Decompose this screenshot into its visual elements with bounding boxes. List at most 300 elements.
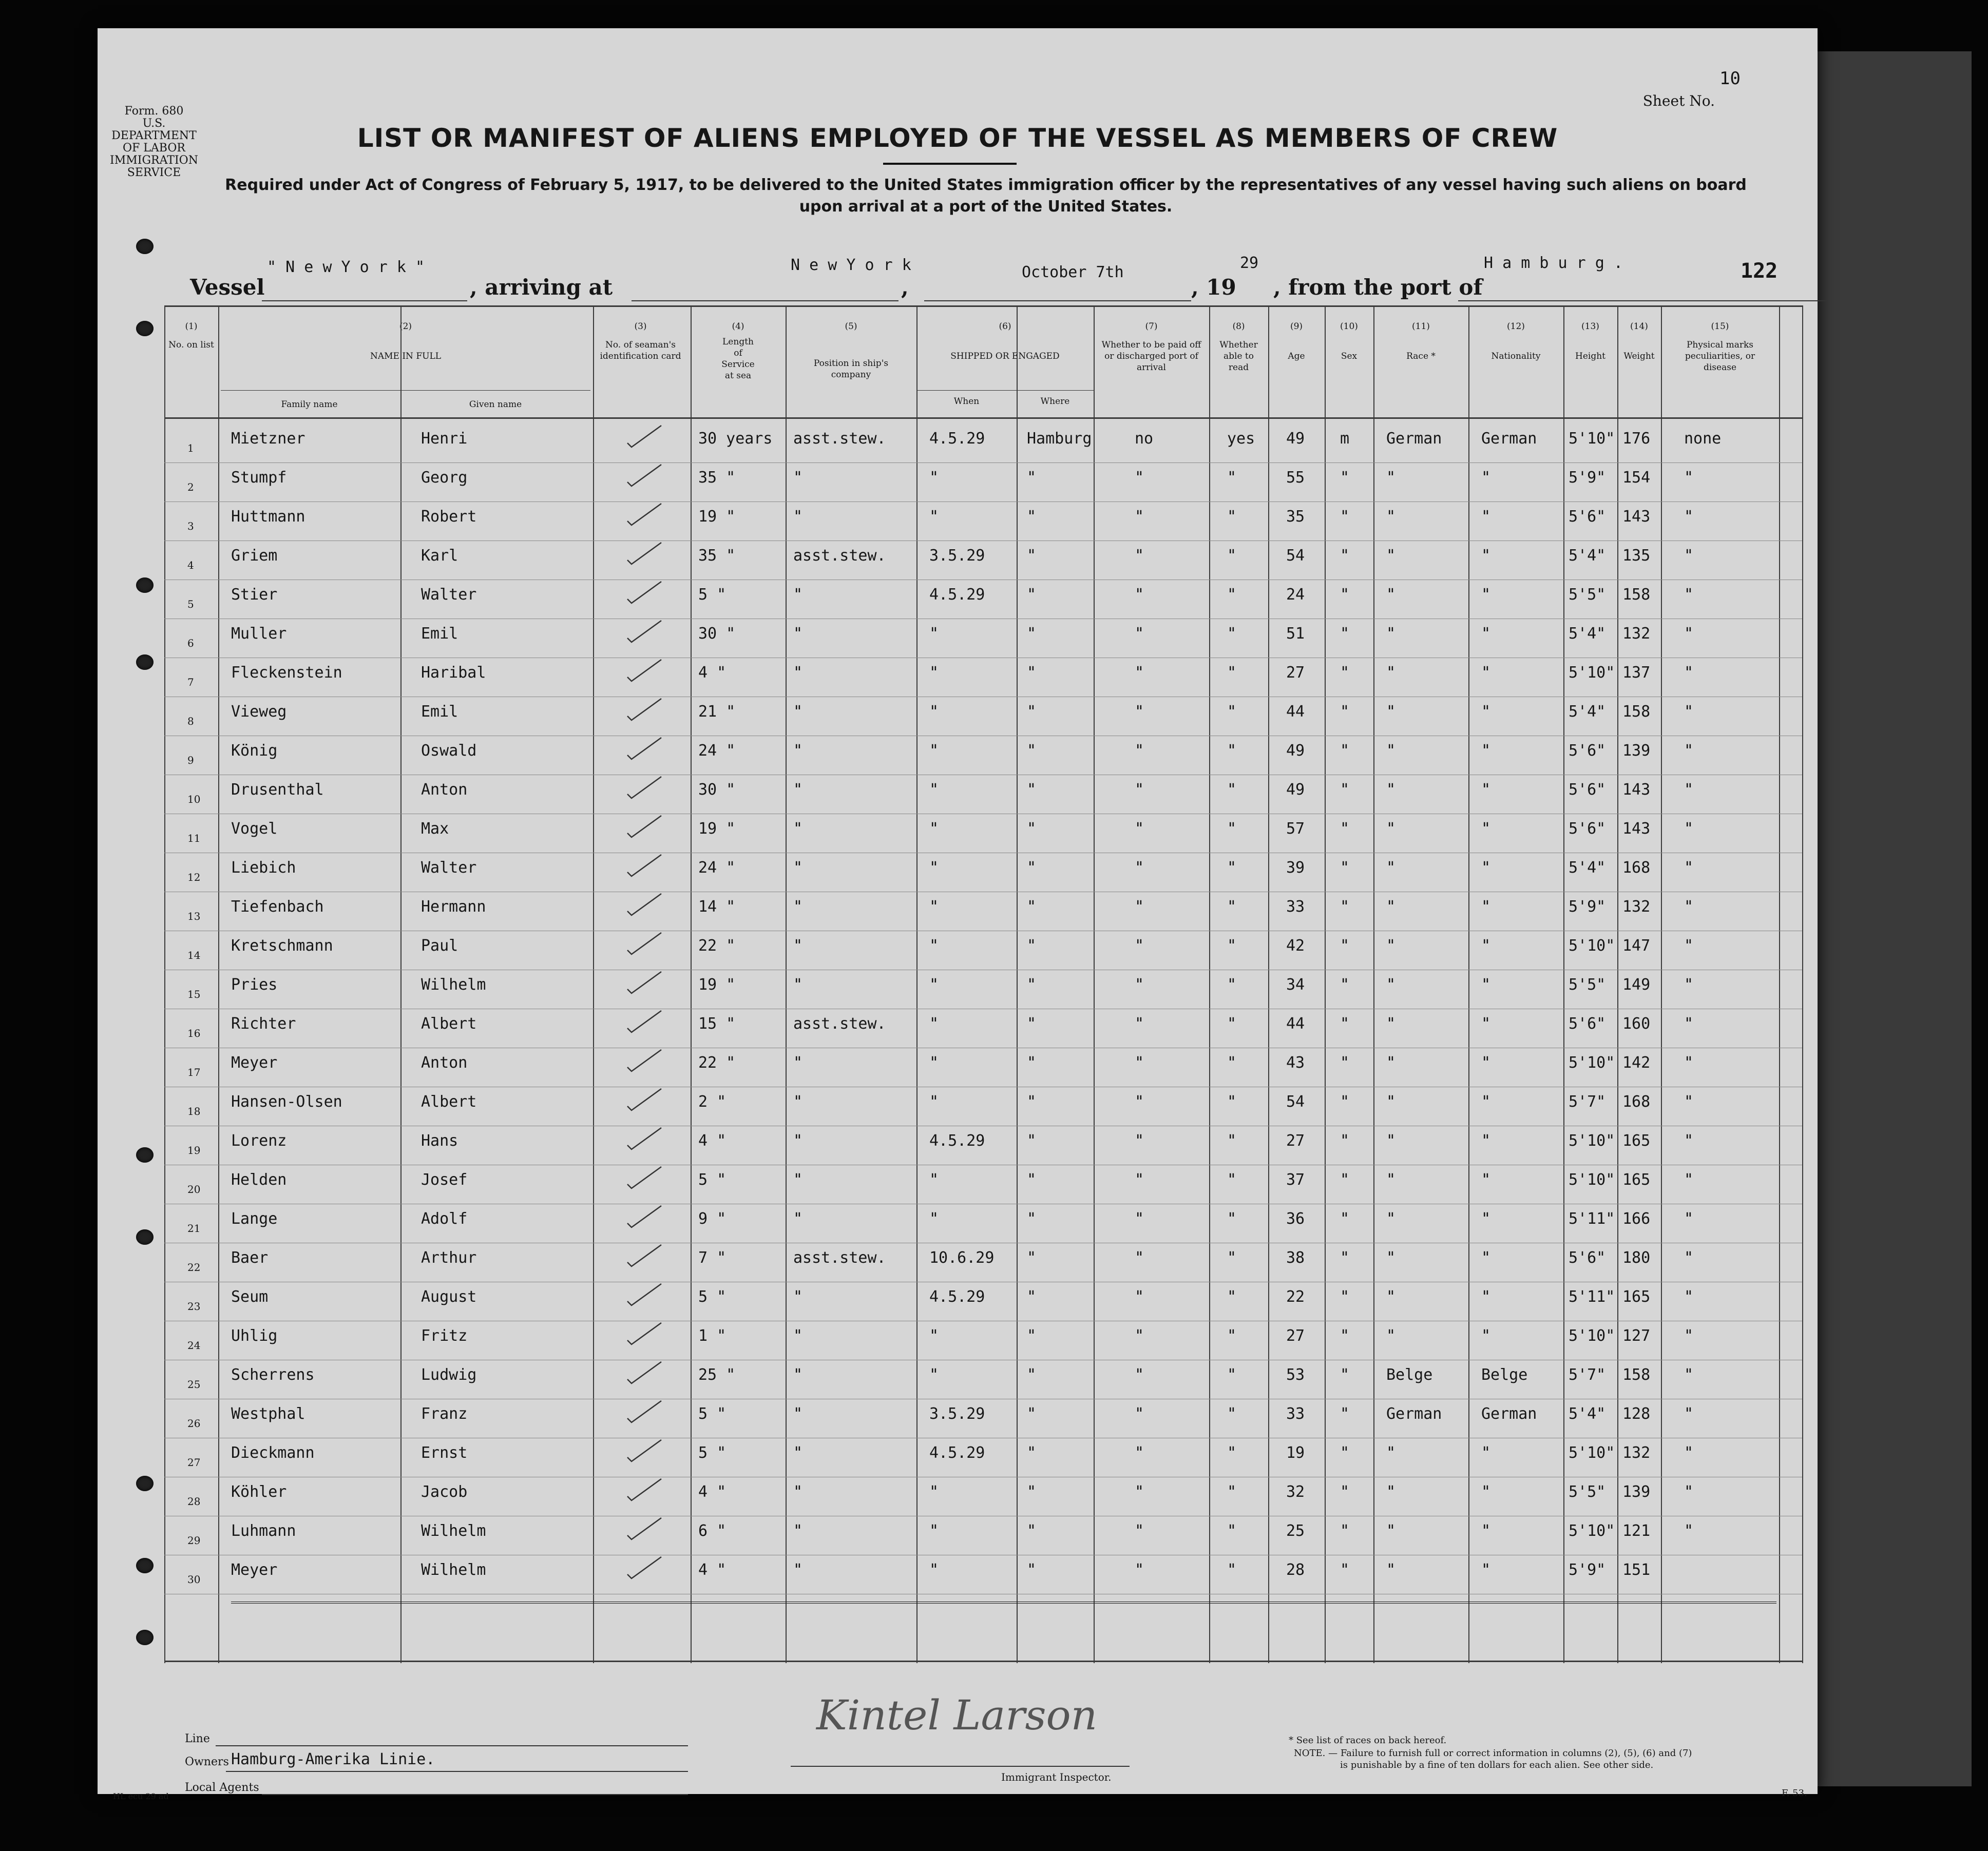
height-cell: 5'10" <box>1569 1522 1615 1540</box>
physical-marks-cell: " <box>1684 976 1694 994</box>
height-cell: 5'11" <box>1569 1288 1615 1306</box>
given-name-cell: Paul <box>421 937 458 955</box>
physical-marks-cell: " <box>1684 1366 1694 1384</box>
nationality-cell: " <box>1481 742 1491 760</box>
age-cell: 54 <box>1286 547 1305 565</box>
binder-hole <box>136 1558 154 1573</box>
able-to-read-cell: " <box>1227 1444 1237 1462</box>
nationality-cell: " <box>1481 1327 1491 1345</box>
age-cell: 42 <box>1286 937 1305 955</box>
owners-underline <box>226 1771 688 1772</box>
service-cell: 7 " <box>698 1249 727 1267</box>
physical-marks-cell: " <box>1684 703 1694 721</box>
shipped-where-cell: " <box>1027 547 1037 565</box>
check-mark-icon <box>626 736 662 761</box>
given-name-cell: Wilhelm <box>421 1561 486 1579</box>
shipped-when-cell: 4.5.29 <box>929 1444 985 1462</box>
column-rule <box>593 305 594 1663</box>
race-cell: " <box>1386 1171 1396 1189</box>
service-cell: 19 " <box>698 820 736 838</box>
shipped-where-cell: " <box>1027 1405 1037 1423</box>
service-cell: 19 " <box>698 508 736 526</box>
height-cell: 5'10" <box>1569 1054 1615 1072</box>
sex-cell: " <box>1340 820 1350 838</box>
family-name-cell: Seum <box>231 1288 269 1306</box>
age-cell: 19 <box>1286 1444 1305 1462</box>
family-name-cell: Scherrens <box>231 1366 315 1384</box>
sheet-number: 10 <box>1719 68 1741 89</box>
weight-cell: 165 <box>1622 1132 1651 1150</box>
race-cell: " <box>1386 1561 1396 1579</box>
position-cell: " <box>793 1171 803 1189</box>
age-cell: 22 <box>1286 1288 1305 1306</box>
height-cell: 5'7" <box>1569 1366 1606 1384</box>
height-cell: 5'4" <box>1569 547 1606 565</box>
physical-marks-cell: " <box>1684 1210 1694 1228</box>
able-to-read-cell: " <box>1227 1288 1237 1306</box>
family-name-cell: Luhmann <box>231 1522 296 1540</box>
shipped-when-cell: 3.5.29 <box>929 1405 985 1423</box>
arriving-port: N e w Y o r k <box>791 256 911 274</box>
shipped-where-cell: " <box>1027 781 1037 799</box>
weight-cell: 158 <box>1622 703 1651 721</box>
height-cell: 5'10" <box>1569 1132 1615 1150</box>
family-name-cell: Kretschmann <box>231 937 333 955</box>
physical-marks-cell: " <box>1684 1444 1694 1462</box>
weight-cell: 165 <box>1622 1171 1651 1189</box>
position-cell: " <box>793 937 803 955</box>
age-cell: 57 <box>1286 820 1305 838</box>
family-name-cell: Hansen-Olsen <box>231 1093 342 1111</box>
check-mark-icon <box>626 892 662 917</box>
race-cell: " <box>1386 820 1396 838</box>
column-rule <box>400 305 402 1663</box>
shipped-when-cell: " <box>929 469 939 487</box>
service-cell: 19 " <box>698 976 736 994</box>
family-name-cell: Uhlig <box>231 1327 278 1345</box>
service-cell: 30 years <box>698 430 773 448</box>
column-rule <box>691 305 692 1663</box>
row-rule <box>164 462 1802 463</box>
service-cell: 25 " <box>698 1366 736 1384</box>
shipped-when-cell: " <box>929 937 939 955</box>
col-5-header: (5) Position in ship's company <box>813 321 889 380</box>
row-number: 25 <box>187 1378 201 1391</box>
age-cell: 38 <box>1286 1249 1305 1267</box>
subtitle <box>190 175 1782 218</box>
port-underline <box>1458 300 1828 301</box>
column-rule <box>1325 305 1326 1663</box>
race-cell: " <box>1386 703 1396 721</box>
race-cell: " <box>1386 625 1396 643</box>
family-name-cell: König <box>231 742 278 760</box>
weight-cell: 142 <box>1622 1054 1651 1072</box>
height-cell: 5'6" <box>1569 781 1606 799</box>
nationality-cell: German <box>1481 430 1537 448</box>
race-cell: " <box>1386 1444 1396 1462</box>
able-to-read-cell: " <box>1227 1054 1237 1072</box>
nationality-cell: " <box>1481 1054 1491 1072</box>
service-cell: 5 " <box>698 1405 727 1423</box>
shipped-where-cell: " <box>1027 1483 1037 1501</box>
races-note: * See list of races on back hereof. <box>1289 1735 1447 1746</box>
age-cell: 44 <box>1286 703 1305 721</box>
sex-cell: " <box>1340 586 1350 604</box>
age-cell: 27 <box>1286 1327 1305 1345</box>
weight-cell: 137 <box>1622 664 1651 682</box>
paid-off-cell: " <box>1135 1366 1144 1384</box>
weight-cell: 168 <box>1622 859 1651 877</box>
physical-marks-cell: " <box>1684 664 1694 682</box>
given-name-cell: Albert <box>421 1015 477 1033</box>
nationality-cell: " <box>1481 1288 1491 1306</box>
service-cell: 15 " <box>698 1015 736 1033</box>
given-name-cell: Emil <box>421 703 458 721</box>
check-mark-icon <box>626 1555 662 1580</box>
physical-marks-cell: none <box>1684 430 1722 448</box>
able-to-read-cell: " <box>1227 1132 1237 1150</box>
arriving-underline <box>632 300 899 301</box>
given-name-cell: Robert <box>421 508 477 526</box>
shipped-where-cell: Hamburg <box>1027 430 1092 448</box>
paid-off-cell: " <box>1135 1093 1144 1111</box>
column-rule <box>1617 305 1618 1663</box>
manifest-page <box>98 28 1818 1801</box>
col-4-header: (4) Length of Service at sea <box>721 321 755 381</box>
paid-off-cell: " <box>1135 1327 1144 1345</box>
row-number: 18 <box>187 1105 201 1117</box>
check-mark-icon <box>626 502 662 527</box>
service-cell: 2 " <box>698 1093 727 1111</box>
signature-underline <box>791 1766 1130 1767</box>
age-cell: 49 <box>1286 742 1305 760</box>
paid-off-cell: " <box>1135 742 1144 760</box>
weight-cell: 165 <box>1622 1288 1651 1306</box>
shipped-where-cell: " <box>1027 1015 1037 1033</box>
nationality-cell: Belge <box>1481 1366 1528 1384</box>
sex-cell: " <box>1340 508 1350 526</box>
service-cell: 5 " <box>698 586 727 604</box>
able-to-read-cell: " <box>1227 976 1237 994</box>
row-number: 19 <box>187 1144 201 1156</box>
check-mark-icon <box>626 970 662 995</box>
able-to-read-cell: " <box>1227 742 1237 760</box>
age-cell: 49 <box>1286 430 1305 448</box>
age-cell: 51 <box>1286 625 1305 643</box>
nationality-cell: " <box>1481 1522 1491 1540</box>
able-to-read-cell: " <box>1227 547 1237 565</box>
family-name-cell: Muller <box>231 625 287 643</box>
service-cell: 22 " <box>698 1054 736 1072</box>
check-mark-icon <box>626 931 662 956</box>
position-cell: " <box>793 1132 803 1150</box>
row-number: 14 <box>187 949 201 961</box>
given-name-cell: Karl <box>421 547 458 565</box>
height-cell: 5'10" <box>1569 430 1615 448</box>
paid-off-cell: " <box>1135 1561 1144 1579</box>
age-cell: 37 <box>1286 1171 1305 1189</box>
given-name-cell: Haribal <box>421 664 486 682</box>
sex-cell: " <box>1340 703 1350 721</box>
binder-hole <box>136 1630 154 1645</box>
paid-off-cell: no <box>1135 430 1154 448</box>
physical-marks-cell: " <box>1684 469 1694 487</box>
paid-off-cell: " <box>1135 703 1144 721</box>
inspector-label: Immigrant Inspector. <box>1001 1771 1112 1783</box>
adjacent-page-edge <box>1818 51 1972 1786</box>
weight-cell: 149 <box>1622 976 1651 994</box>
col-8-header: (8) Whether able to read <box>1219 321 1258 373</box>
sex-cell: " <box>1340 1132 1350 1150</box>
given-name-cell: Anton <box>421 1054 468 1072</box>
physical-marks-cell: " <box>1684 1093 1694 1111</box>
nationality-cell: " <box>1481 508 1491 526</box>
family-name-cell: Richter <box>231 1015 296 1033</box>
physical-marks-cell: " <box>1684 1327 1694 1345</box>
height-cell: 5'5" <box>1569 976 1606 994</box>
shipped-where-cell: " <box>1027 703 1037 721</box>
row-number: 23 <box>187 1300 201 1313</box>
row-number: 29 <box>187 1534 201 1547</box>
shipped-where-cell: " <box>1027 1444 1037 1462</box>
position-cell: " <box>793 508 803 526</box>
given-name-cell: Albert <box>421 1093 477 1111</box>
height-cell: 5'6" <box>1569 1249 1606 1267</box>
nationality-cell: " <box>1481 1483 1491 1501</box>
race-cell: " <box>1386 1054 1396 1072</box>
nationality-cell: " <box>1481 859 1491 877</box>
able-to-read-cell: " <box>1227 1093 1237 1111</box>
race-cell: " <box>1386 898 1396 916</box>
row-number: 7 <box>187 676 194 688</box>
physical-marks-cell: " <box>1684 1132 1694 1150</box>
service-cell: 30 " <box>698 781 736 799</box>
shipped-when-cell: " <box>929 1210 939 1228</box>
shipped-where-cell: " <box>1027 1327 1037 1345</box>
col-9-header: (9) Age <box>1288 321 1305 361</box>
given-name-cell: Max <box>421 820 449 838</box>
shipped-when-cell: " <box>929 1366 939 1384</box>
sex-cell: " <box>1340 1405 1350 1423</box>
shipped-where-cell: " <box>1027 742 1037 760</box>
row-number: 26 <box>187 1417 201 1430</box>
height-cell: 5'9" <box>1569 1561 1606 1579</box>
paid-off-cell: " <box>1135 898 1144 916</box>
race-cell: " <box>1386 1249 1396 1267</box>
able-to-read-cell: " <box>1227 859 1237 877</box>
race-cell: " <box>1386 1522 1396 1540</box>
shipped-when-cell: " <box>929 1483 939 1501</box>
check-mark-icon <box>626 814 662 839</box>
shipped-when-cell: " <box>929 703 939 721</box>
paid-off-cell: " <box>1135 859 1144 877</box>
shipped-where-cell: " <box>1027 1561 1037 1579</box>
service-cell: 35 " <box>698 469 736 487</box>
agents-underline <box>262 1794 688 1795</box>
weight-cell: 151 <box>1622 1561 1651 1579</box>
row-number: 4 <box>187 559 194 571</box>
weight-cell: 143 <box>1622 508 1651 526</box>
family-name-cell: Vogel <box>231 820 278 838</box>
height-cell: 5'11" <box>1569 1210 1615 1228</box>
check-mark-icon <box>626 1165 662 1190</box>
race-cell: " <box>1386 664 1396 682</box>
shipped-where-cell: " <box>1027 976 1037 994</box>
race-cell: " <box>1386 586 1396 604</box>
shipped-when-cell: 3.5.29 <box>929 547 985 565</box>
row-number: 13 <box>187 910 201 922</box>
able-to-read-cell: " <box>1227 781 1237 799</box>
position-cell: " <box>793 1210 803 1228</box>
shipped-where-cell: " <box>1027 625 1037 643</box>
age-cell: 53 <box>1286 1366 1305 1384</box>
family-name-cell: Pries <box>231 976 278 994</box>
column-rule <box>1661 305 1662 1663</box>
row-number: 5 <box>187 598 194 610</box>
nationality-cell: German <box>1481 1405 1537 1423</box>
row-number: 11 <box>187 832 201 844</box>
shipped-when-cell: " <box>929 1561 939 1579</box>
check-mark-icon <box>626 1516 662 1541</box>
family-name-cell: Tiefenbach <box>231 898 324 916</box>
physical-marks-cell: " <box>1684 547 1694 565</box>
shipped-where-cell: " <box>1027 1132 1037 1150</box>
sex-cell: " <box>1340 1249 1350 1267</box>
height-cell: 5'9" <box>1569 469 1606 487</box>
age-cell: 27 <box>1286 664 1305 682</box>
shipped-where-cell: " <box>1027 1249 1037 1267</box>
given-name-cell: Jacob <box>421 1483 468 1501</box>
position-cell: " <box>793 1483 803 1501</box>
shipped-when-cell: 4.5.29 <box>929 1132 985 1150</box>
print-code: HL ecu 29 ad <box>113 1791 169 1801</box>
sex-cell: " <box>1340 625 1350 643</box>
shipped-where-cell: " <box>1027 1210 1037 1228</box>
row-number: 9 <box>187 754 194 766</box>
race-cell: " <box>1386 781 1396 799</box>
race-cell: " <box>1386 469 1396 487</box>
column-rule <box>1268 305 1269 1663</box>
check-mark-icon <box>626 1126 662 1151</box>
given-name-cell: Wilhelm <box>421 1522 486 1540</box>
service-cell: 5 " <box>698 1288 727 1306</box>
row-number: 17 <box>187 1066 201 1078</box>
shipped-where-cell: " <box>1027 859 1037 877</box>
age-cell: 55 <box>1286 469 1305 487</box>
given-name-cell: Wilhelm <box>421 976 486 994</box>
age-cell: 43 <box>1286 1054 1305 1072</box>
arrival-date: October 7th <box>1022 263 1124 281</box>
position-cell: " <box>793 820 803 838</box>
height-cell: 5'10" <box>1569 1171 1615 1189</box>
owners-value: Hamburg-Amerika Linie. <box>231 1750 435 1768</box>
age-cell: 24 <box>1286 586 1305 604</box>
row-number: 12 <box>187 871 201 883</box>
position-cell: " <box>793 703 803 721</box>
height-cell: 5'4" <box>1569 1405 1606 1423</box>
check-mark-icon <box>626 775 662 800</box>
race-cell: " <box>1386 1093 1396 1111</box>
weight-cell: 121 <box>1622 1522 1651 1540</box>
nationality-cell: " <box>1481 1444 1491 1462</box>
check-mark-icon <box>626 853 662 878</box>
physical-marks-cell: " <box>1684 820 1694 838</box>
age-cell: 25 <box>1286 1522 1305 1540</box>
nationality-cell: " <box>1481 1015 1491 1033</box>
position-cell: " <box>793 1093 803 1111</box>
paid-off-cell: " <box>1135 1015 1144 1033</box>
row-number: 10 <box>187 793 201 805</box>
sex-cell: " <box>1340 976 1350 994</box>
inspector-signature: Kintel Larson <box>816 1691 1098 1739</box>
family-name-cell: Liebich <box>231 859 296 877</box>
check-mark-icon <box>626 1048 662 1073</box>
column-rule <box>1017 305 1018 1663</box>
service-cell: 21 " <box>698 703 736 721</box>
given-name-cell: Anton <box>421 781 468 799</box>
able-to-read-cell: " <box>1227 1561 1237 1579</box>
weight-cell: 135 <box>1622 547 1651 565</box>
family-name-cell: Lange <box>231 1210 278 1228</box>
position-cell: " <box>793 976 803 994</box>
nationality-cell: " <box>1481 1210 1491 1228</box>
nationality-cell: " <box>1481 703 1491 721</box>
weight-cell: 132 <box>1622 625 1651 643</box>
race-cell: " <box>1386 976 1396 994</box>
sex-cell: m <box>1340 430 1350 448</box>
able-to-read-cell: yes <box>1227 430 1255 448</box>
col-11-header: (11) Race * <box>1406 321 1436 361</box>
sex-cell: " <box>1340 1483 1350 1501</box>
nationality-cell: " <box>1481 937 1491 955</box>
physical-marks-cell: " <box>1684 742 1694 760</box>
weight-cell: 143 <box>1622 820 1651 838</box>
paid-off-cell: " <box>1135 781 1144 799</box>
weight-cell: 176 <box>1622 430 1651 448</box>
form-code: F. 53. <box>1782 1788 1807 1799</box>
column-rule <box>1563 305 1564 1663</box>
manifest-number: 122 <box>1741 259 1778 283</box>
sheet-label: Sheet No. <box>1642 92 1715 109</box>
shipped-where-cell: " <box>1027 586 1037 604</box>
service-name: IMMIGRATION SERVICE <box>110 154 198 179</box>
shipped-when-cell: " <box>929 508 939 526</box>
given-name-cell: Henri <box>421 430 468 448</box>
col-6-header: (6) SHIPPED OR ENGAGED <box>950 321 1060 361</box>
given-name-cell: August <box>421 1288 477 1306</box>
paid-off-cell: " <box>1135 1483 1144 1501</box>
owners-label: Owners <box>185 1756 229 1768</box>
height-cell: 5'10" <box>1569 664 1615 682</box>
col-3-header: (3) No. of seaman's identification card <box>600 321 681 361</box>
able-to-read-cell: " <box>1227 937 1237 955</box>
height-cell: 5'6" <box>1569 1015 1606 1033</box>
shipped-where-cell: " <box>1027 1054 1037 1072</box>
family-name-cell: Westphal <box>231 1405 305 1423</box>
family-name-header: Family name <box>281 399 338 410</box>
race-cell: " <box>1386 742 1396 760</box>
given-name-cell: Franz <box>421 1405 468 1423</box>
sex-cell: " <box>1340 1288 1350 1306</box>
end-of-list-rule <box>231 1602 1776 1604</box>
physical-marks-cell: " <box>1684 898 1694 916</box>
age-cell: 54 <box>1286 1093 1305 1111</box>
check-mark-icon <box>626 580 662 605</box>
paid-off-cell: " <box>1135 1249 1144 1267</box>
weight-cell: 158 <box>1622 586 1651 604</box>
paid-off-cell: " <box>1135 1288 1144 1306</box>
race-cell: " <box>1386 508 1396 526</box>
